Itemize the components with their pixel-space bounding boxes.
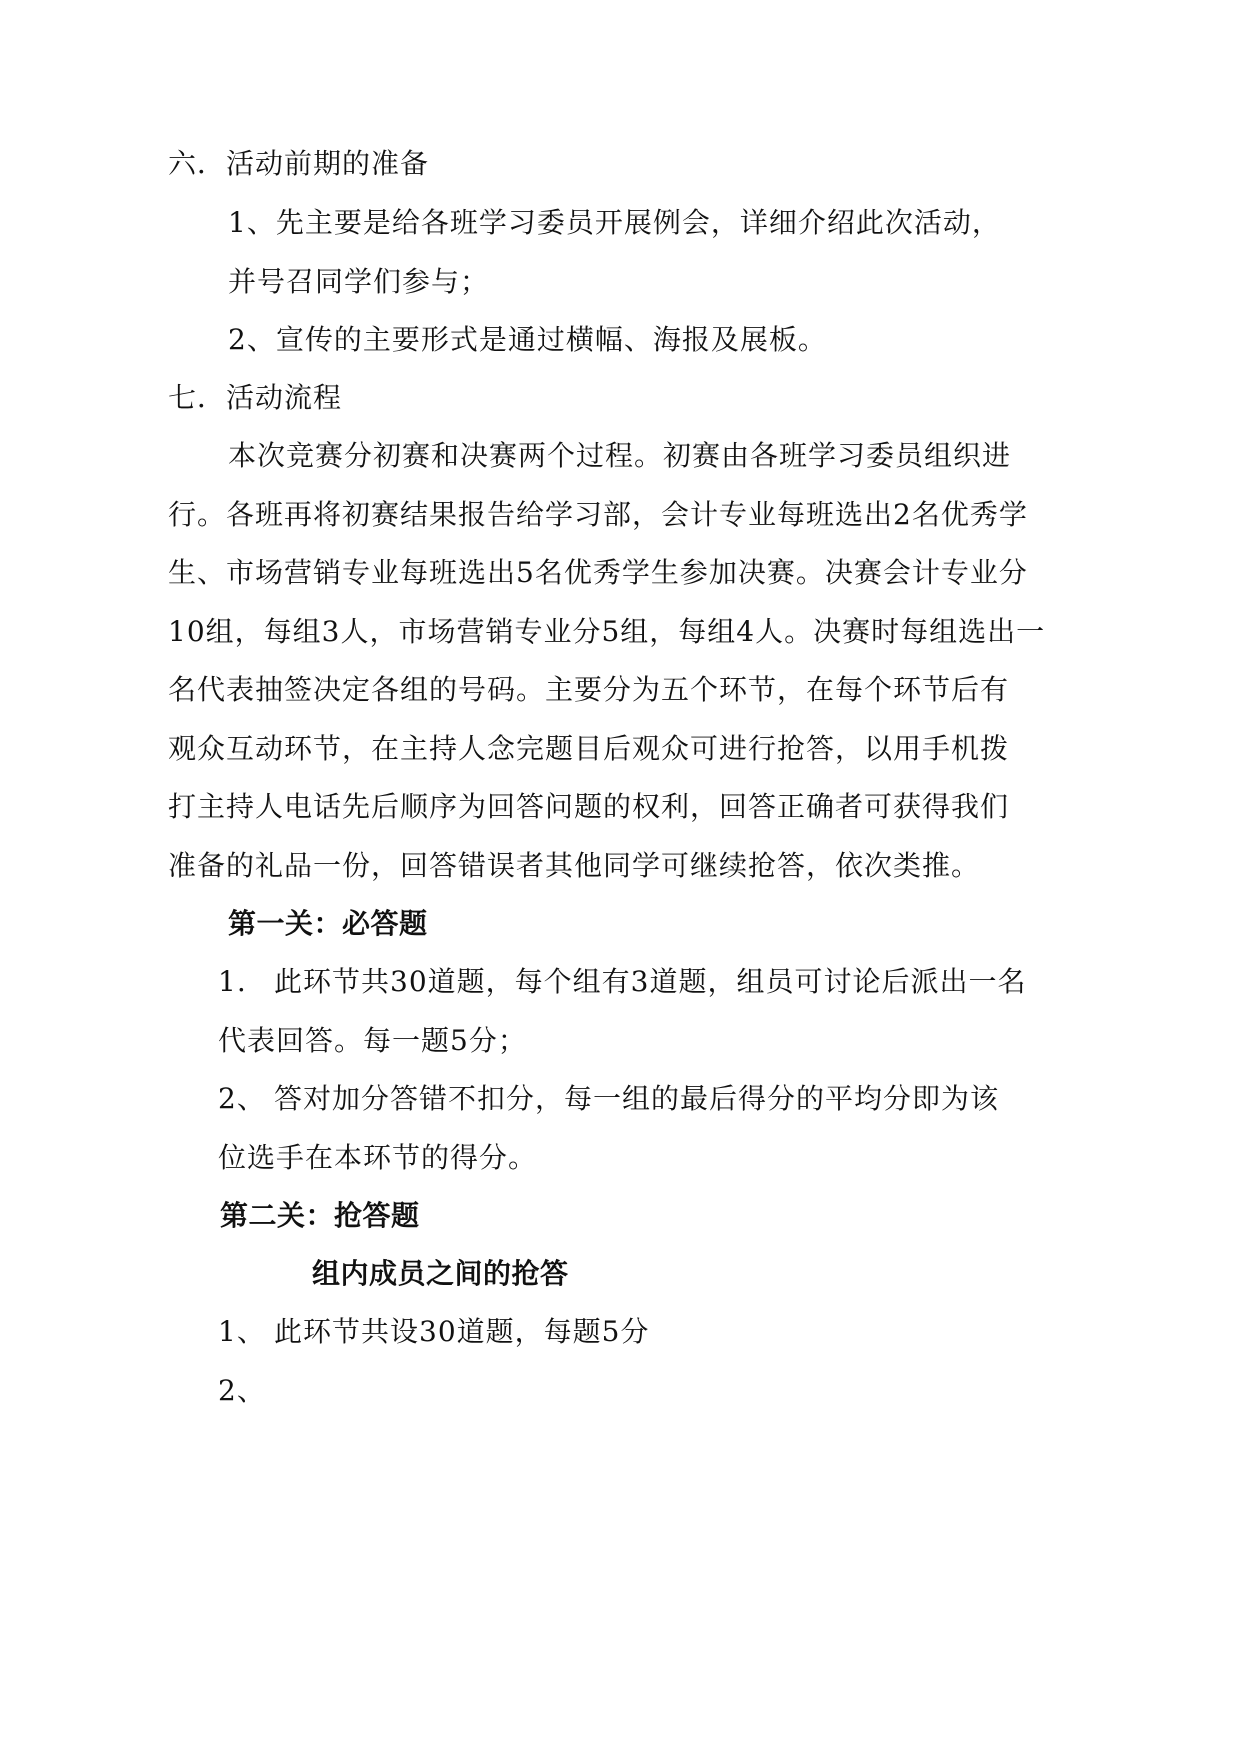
round-2-item-2 — [218, 1371, 274, 1411]
round-1-item-1-text: 此环节共30道题，每个组有3道题，组员可讨论后派出一名 — [274, 965, 1027, 998]
list-number: 2、 — [218, 1374, 266, 1407]
section-heading-flow: 七．活动流程 — [168, 381, 343, 414]
round-2-heading: 第二关：抢答题 — [220, 1199, 420, 1232]
prep-item-2: 2、宣传的主要形式是通过横幅、海报及展板。 — [228, 323, 827, 356]
round-1-item-1-line-2: 代表回答。每一题5分； — [218, 1024, 527, 1057]
list-number: 1. — [218, 965, 247, 998]
round-2-subheading: 组内成员之间的抢答 — [312, 1257, 569, 1290]
flow-paragraph-line: 准备的礼品一份，回答错误者其他同学可继续抢答，依次类推。 — [168, 849, 981, 882]
round-1-heading: 第一关：必答题 — [228, 907, 428, 940]
flow-paragraph-line: 观众互动环节，在主持人念完题目后观众可进行抢答，以用手机拨 — [168, 732, 1010, 765]
prep-item-1-line-1: 1、先主要是给各班学习委员开展例会，详细介绍此次活动， — [228, 206, 1001, 239]
round-2-item-1-text: 此环节共设30道题，每题5分 — [274, 1315, 650, 1348]
flow-paragraph-line: 行。各班再将初赛结果报告给学习部，会计专业每班选出2名优秀学 — [168, 498, 1028, 531]
round-1-item-1 — [218, 962, 1026, 1002]
round-1-item-2 — [218, 1079, 999, 1119]
round-1-item-2-line-2: 位选手在本环节的得分。 — [218, 1141, 538, 1174]
round-2-item-1 — [218, 1312, 649, 1352]
flow-paragraph-line: 名代表抽签决定各组的号码。主要分为五个环节，在每个环节后有 — [168, 673, 1010, 706]
round-1-item-2-text: 答对加分答错不扣分，每一组的最后得分的平均分即为该 — [274, 1082, 1000, 1115]
flow-paragraph-line: 打主持人电话先后顺序为回答问题的权利，回答正确者可获得我们 — [168, 790, 1010, 823]
section-heading-prep: 六．活动前期的准备 — [168, 147, 430, 180]
flow-paragraph-line: 10组，每组3人，市场营销专业分5组，每组4人。决赛时每组选出一 — [168, 615, 1046, 648]
list-number: 1、 — [218, 1315, 266, 1348]
flow-paragraph-line: 本次竞赛分初赛和决赛两个过程。初赛由各班学习委员组织进 — [228, 439, 1012, 472]
list-number: 2、 — [218, 1082, 266, 1115]
flow-paragraph-line: 生、市场营销专业每班选出5名优秀学生参加决赛。决赛会计专业分 — [168, 556, 1028, 589]
prep-item-1-line-2: 并号召同学们参与； — [228, 265, 490, 298]
